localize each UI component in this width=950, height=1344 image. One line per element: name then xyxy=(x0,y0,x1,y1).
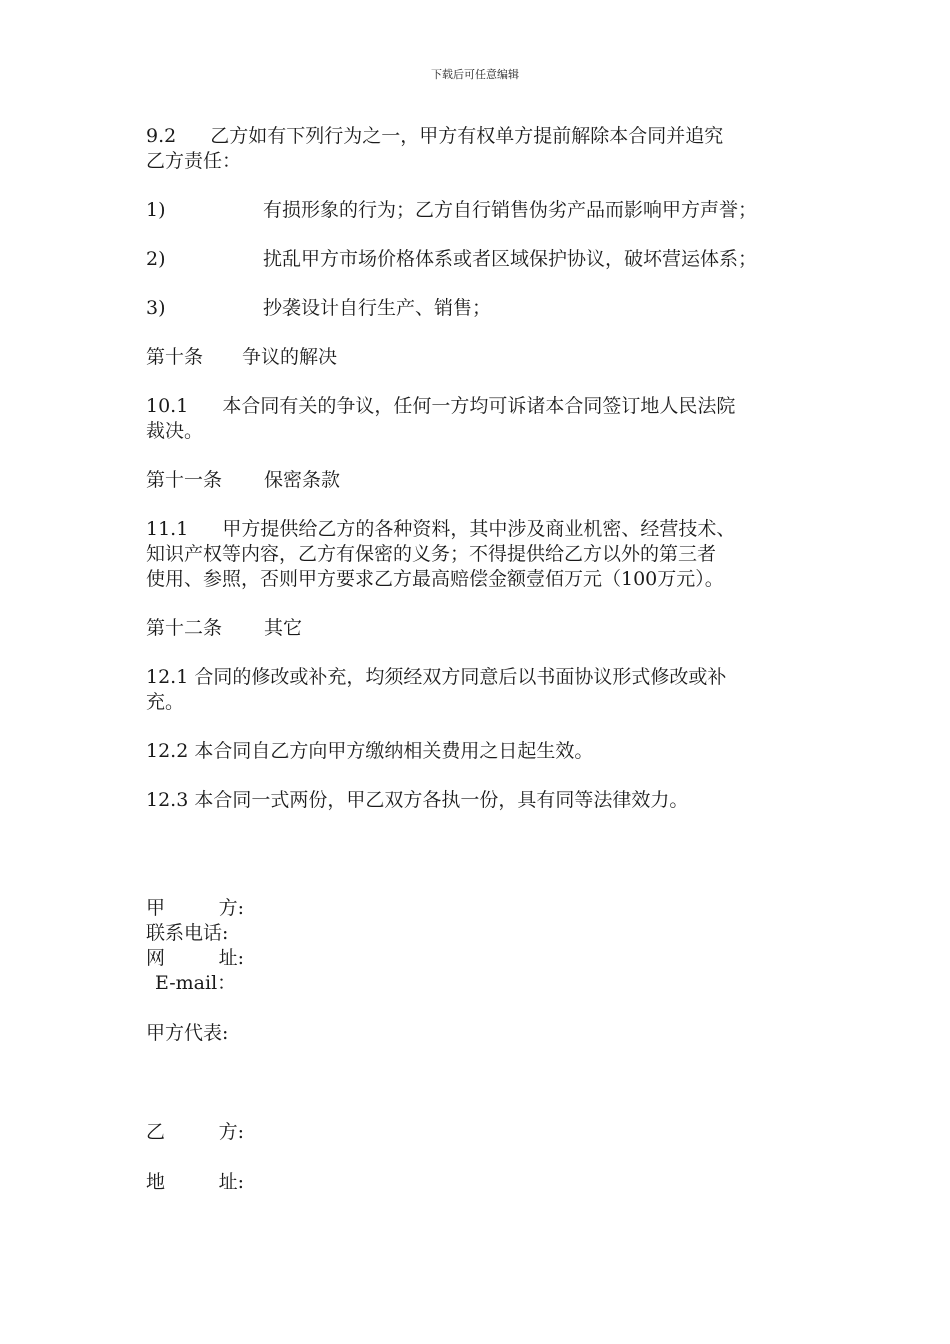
web-colon: 址: xyxy=(218,947,244,969)
contract-body xyxy=(146,124,826,837)
party-a-rep-label: 甲方代表: xyxy=(146,1022,229,1044)
article-number: 第十二条 xyxy=(146,617,223,639)
clause-text-line: 使用、参照，否则甲方要求乙方最高赔偿金额壹佰万元（100万元）。 xyxy=(146,568,724,590)
list-item-text: 有损形象的行为；乙方自行销售伪劣产品而影响甲方声誉； xyxy=(263,199,758,221)
address-label: 地 xyxy=(146,1171,166,1193)
clause-text-line: 甲方提供给乙方的各种资料，其中涉及商业机密、经营技术、 xyxy=(222,518,736,540)
clause-number: 10.1 xyxy=(146,395,189,417)
clause-text-line: 12.1 合同的修改或补充，均须经双方同意后以书面协议形式修改或补 xyxy=(146,666,727,688)
party-b-colon: 方: xyxy=(218,1121,244,1143)
list-item-number: 1) xyxy=(146,199,166,221)
list-item-number: 2) xyxy=(146,248,166,270)
article-10-heading xyxy=(146,345,826,370)
clause-12-1 xyxy=(146,665,826,715)
clause-number: 9.2 xyxy=(146,125,177,147)
list-item xyxy=(146,247,826,272)
article-title: 保密条款 xyxy=(264,469,341,491)
address-block xyxy=(146,1170,244,1195)
clause-12-2: 12.2 本合同自乙方向甲方缴纳相关费用之日起生效。 xyxy=(146,740,594,762)
clause-text-line: 充。 xyxy=(146,691,185,713)
clause-text-line: 知识产权等内容，乙方有保密的义务；不得提供给乙方以外的第三者 xyxy=(146,543,717,565)
address-colon: 址: xyxy=(218,1171,244,1193)
clause-11-1 xyxy=(146,517,826,592)
article-number: 第十一条 xyxy=(146,469,223,491)
list-item-number: 3) xyxy=(146,297,166,319)
clause-text-line: 乙方如有下列行为之一，甲方有权单方提前解除本合同并追究 xyxy=(210,125,724,147)
article-number: 第十条 xyxy=(146,346,204,368)
party-a-colon: 方: xyxy=(218,897,244,919)
party-b-block xyxy=(146,1120,244,1145)
email-label: E-mail： xyxy=(155,972,237,994)
article-title: 争议的解决 xyxy=(242,346,338,368)
clause-number: 11.1 xyxy=(146,518,189,540)
article-title: 其它 xyxy=(264,617,303,639)
party-a-label: 甲 xyxy=(146,897,166,919)
page-header: 下载后可任意编辑 xyxy=(431,68,519,81)
list-item xyxy=(146,198,826,223)
list-item xyxy=(146,296,826,321)
party-a-block xyxy=(146,896,244,996)
clause-9-2 xyxy=(146,124,826,174)
clause-text-line: 本合同有关的争议，任何一方均可诉诸本合同签订地人民法院 xyxy=(222,395,736,417)
party-a-rep-block xyxy=(146,1021,228,1046)
clause-text-line: 乙方责任： xyxy=(146,150,242,172)
clause-text-line: 裁决。 xyxy=(146,420,204,442)
phone-label: 联系电话: xyxy=(146,922,229,944)
web-label: 网 xyxy=(146,947,166,969)
clause-12-3: 12.3 本合同一式两份，甲乙双方各执一份，具有同等法律效力。 xyxy=(146,789,689,811)
article-12-heading xyxy=(146,616,826,641)
clause-10-1 xyxy=(146,394,826,444)
list-item-text: 抄袭设计自行生产、销售； xyxy=(263,297,492,319)
list-item-text: 扰乱甲方市场价格体系或者区域保护协议，破坏营运体系； xyxy=(263,248,758,270)
article-11-heading xyxy=(146,468,826,493)
party-b-label: 乙 xyxy=(146,1121,166,1143)
